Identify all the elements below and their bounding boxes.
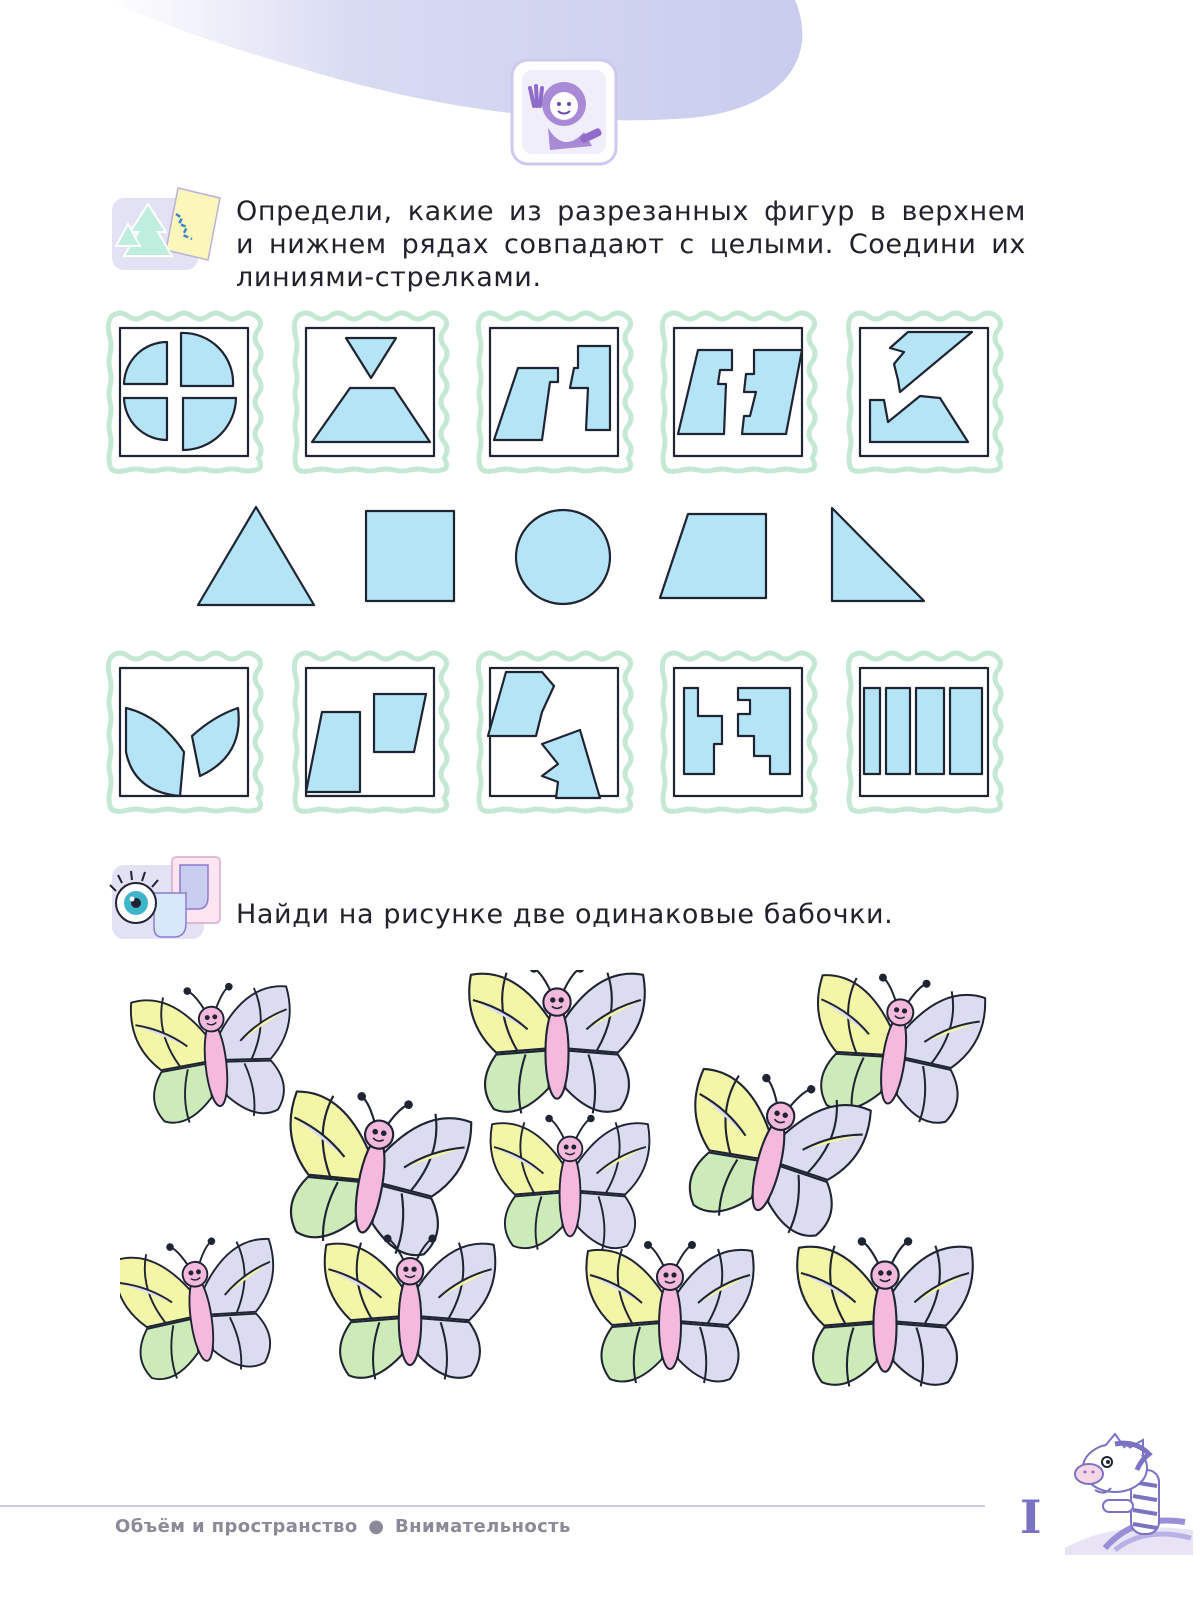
butterfly-4 <box>270 1082 474 1263</box>
butterfly-10 <box>797 1238 973 1386</box>
butterfly-9 <box>586 1242 753 1383</box>
cut-trapezoid-card <box>294 653 447 811</box>
task1-line-2: и нижнем рядах совпадают с целыми. Соедини их <box>236 229 1026 260</box>
butterfly-8 <box>325 1236 496 1380</box>
cut-parallelogram-card <box>478 313 631 471</box>
whole-right-triangle <box>832 508 924 601</box>
butterfly-7 <box>120 1230 288 1385</box>
cut-triangle-card <box>294 313 447 471</box>
task1-line-1: Определи, какие из разрезанных фигур в верхнем <box>236 196 1026 227</box>
page-number: I <box>1020 1490 1042 1544</box>
footer-topic: Внимательность <box>395 1516 571 1537</box>
cut-square-step-card <box>662 653 815 811</box>
butterfly-3 <box>803 970 988 1129</box>
butterfly-6 <box>491 1116 650 1250</box>
footer-section: Объём и пространство <box>115 1516 358 1537</box>
whole-triangle <box>198 507 314 605</box>
zebra-mascot-icon <box>1045 1430 1195 1555</box>
whole-trapezoid <box>660 514 766 598</box>
task2-instruction: Найди на рисунке две одинаковые бабочки. <box>236 899 894 930</box>
eye-socks-icon <box>108 853 228 949</box>
cut-triangle-jigsaw-card <box>478 653 631 811</box>
cut-half-circle-card <box>108 653 261 811</box>
butterfly-2 <box>469 970 645 1113</box>
cut-right-triangle-card <box>848 313 1001 471</box>
butterfly-1 <box>129 978 301 1128</box>
cut-square-strips-card <box>848 653 1001 811</box>
footer-caption <box>115 1516 571 1537</box>
cut-circle-card <box>108 313 261 471</box>
whole-circle <box>516 510 610 604</box>
butterflies-picture <box>120 970 1020 1450</box>
task1-line-3: линиями-стрелками. <box>236 262 542 293</box>
footer-divider <box>0 1505 985 1507</box>
footer-separator: ● <box>368 1516 385 1537</box>
whole-square <box>366 511 454 601</box>
cut-parallelogram-2-card <box>662 313 815 471</box>
